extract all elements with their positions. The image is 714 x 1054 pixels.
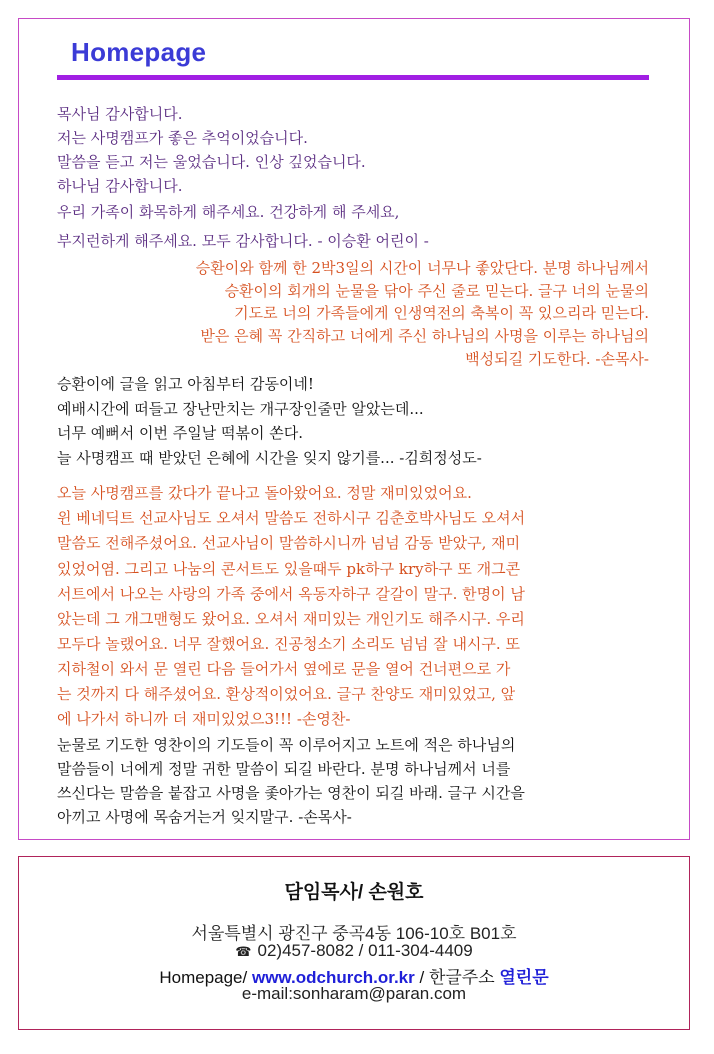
reply1-line: 승환이와 함께 한 2박3일의 시간이 너무나 좋았단다. 분명 하나님께서 — [195, 259, 649, 277]
parent-line: 너무 예뻐서 이번 주일날 떡볶이 쏜다. — [57, 424, 303, 442]
phone-line — [19, 941, 689, 961]
page-title: Homepage — [71, 37, 207, 67]
homepage-link[interactable]: www.odchurch.or.kr — [251, 968, 415, 987]
phone-icon: ☎ — [235, 944, 252, 959]
homepage-label: Homepage/ — [159, 968, 248, 987]
kid2-line: 는 것까지 다 해주셨어요. 환상적이었어요. 글구 찬양도 재미있었고, 앞 — [57, 685, 516, 703]
contact-footer — [18, 856, 690, 1030]
korean-address-link[interactable]: 열린문 — [499, 968, 549, 987]
reply1-line: 백성되길 기도한다. -손목사- — [465, 350, 649, 368]
kid2-line: 모두다 놀랬어요. 너무 잘했어요. 진공청소기 소리도 넘넘 잘 내시구. 또 — [57, 635, 520, 653]
parent-line: 예배시간에 떠들고 장난만치는 개구장인줄만 알았는데... — [57, 400, 424, 418]
email-address[interactable]: e-mail:sonharam@paran.com — [241, 984, 467, 1003]
reply1-line: 기도로 너의 가족들에게 인생역전의 축복이 꼭 있으리라 믿는다. — [234, 304, 649, 322]
kid1-line: 우리 가족이 화목하게 해주세요. 건강하게 해 주세요, — [57, 203, 400, 221]
kid2-line: 윈 베네딕트 선교사님도 오셔서 말씀도 전하시구 김춘호박사님도 오셔서 — [57, 509, 526, 527]
kid1-line: 목사님 감사합니다. — [57, 105, 183, 123]
reply2-line: 말씀들이 너에게 정말 귀한 말씀이 되길 바란다. 분명 하나님께서 너를 — [57, 760, 511, 778]
kid1-line: 말씀을 듣고 저는 울었습니다. 인상 깊었습니다. — [57, 153, 366, 171]
reply1-line: 받은 은혜 꼭 간직하고 너에게 주신 하나님의 사명을 이루는 하나님의 — [200, 327, 649, 345]
kid2-line: 았는데 그 개그맨형도 왔어요. 오셔서 재미있는 개인기도 해주시구. 우리 — [57, 610, 525, 628]
reply2-line: 눈물로 기도한 영찬이의 기도들이 꼭 이루어지고 노트에 적은 하나님의 — [57, 736, 516, 754]
parent-line: 늘 사명캠프 때 받았던 은혜에 시간을 잊지 않기를... -김희정성도- — [57, 449, 482, 467]
reply2-line: 아끼고 사명에 목숨거는거 잊지말구. -손목사- — [57, 808, 352, 826]
korean-address-label: / 한글주소 — [419, 968, 495, 987]
kid2-line: 지하철이 와서 문 열린 다음 들어가서 옆에로 문을 열어 건너편으로 가 — [57, 660, 511, 678]
main-content-box — [18, 18, 690, 840]
kid2-line: 서트에서 나오는 사랑의 가족 중에서 옥동자하구 갈갈이 말구. 한명이 남 — [57, 585, 525, 603]
kid2-line: 오늘 사명캠프를 갔다가 끝나고 돌아왔어요. 정말 재미있었어요. — [57, 484, 472, 502]
reply2-line: 쓰신다는 말씀을 붙잡고 사명을 좇아가는 영찬이 되길 바래. 글구 시간을 — [57, 784, 525, 802]
kid1-line: 하나님 감사합니다. — [57, 177, 183, 195]
kid1-line: 저는 사명캠프가 좋은 추억이었습니다. — [57, 129, 308, 147]
kid2-line: 에 나가서 하니까 더 재미있었으3!!! -손영찬- — [57, 710, 351, 728]
church-address: 서울특별시 광진구 중곡4동 106-10호 B01호 — [191, 924, 517, 943]
pastor-name: 담임목사/ 손원호 — [284, 882, 424, 903]
kid1-line: 부지런하게 해주세요. 모두 감사합니다. - 이승환 어린이 - — [57, 232, 429, 250]
kid2-line: 말씀도 전해주셨어요. 선교사님이 말씀하시니까 넘넘 감동 받았구, 재미 — [57, 534, 521, 552]
title-divider — [57, 75, 649, 80]
reply1-line: 승환이의 회개의 눈물을 닦아 주신 줄로 믿는다. 글구 너의 눈물의 — [224, 282, 649, 300]
kid2-line: 있었어염. 그리고 나눔의 콘서트도 있을때두 pk하구 kry하구 또 개그콘 — [57, 560, 521, 578]
phone-numbers: 02)457-8082 / 011-304-4409 — [257, 941, 473, 960]
parent-line: 승환이에 글을 읽고 아침부터 감동이네! — [57, 375, 314, 393]
